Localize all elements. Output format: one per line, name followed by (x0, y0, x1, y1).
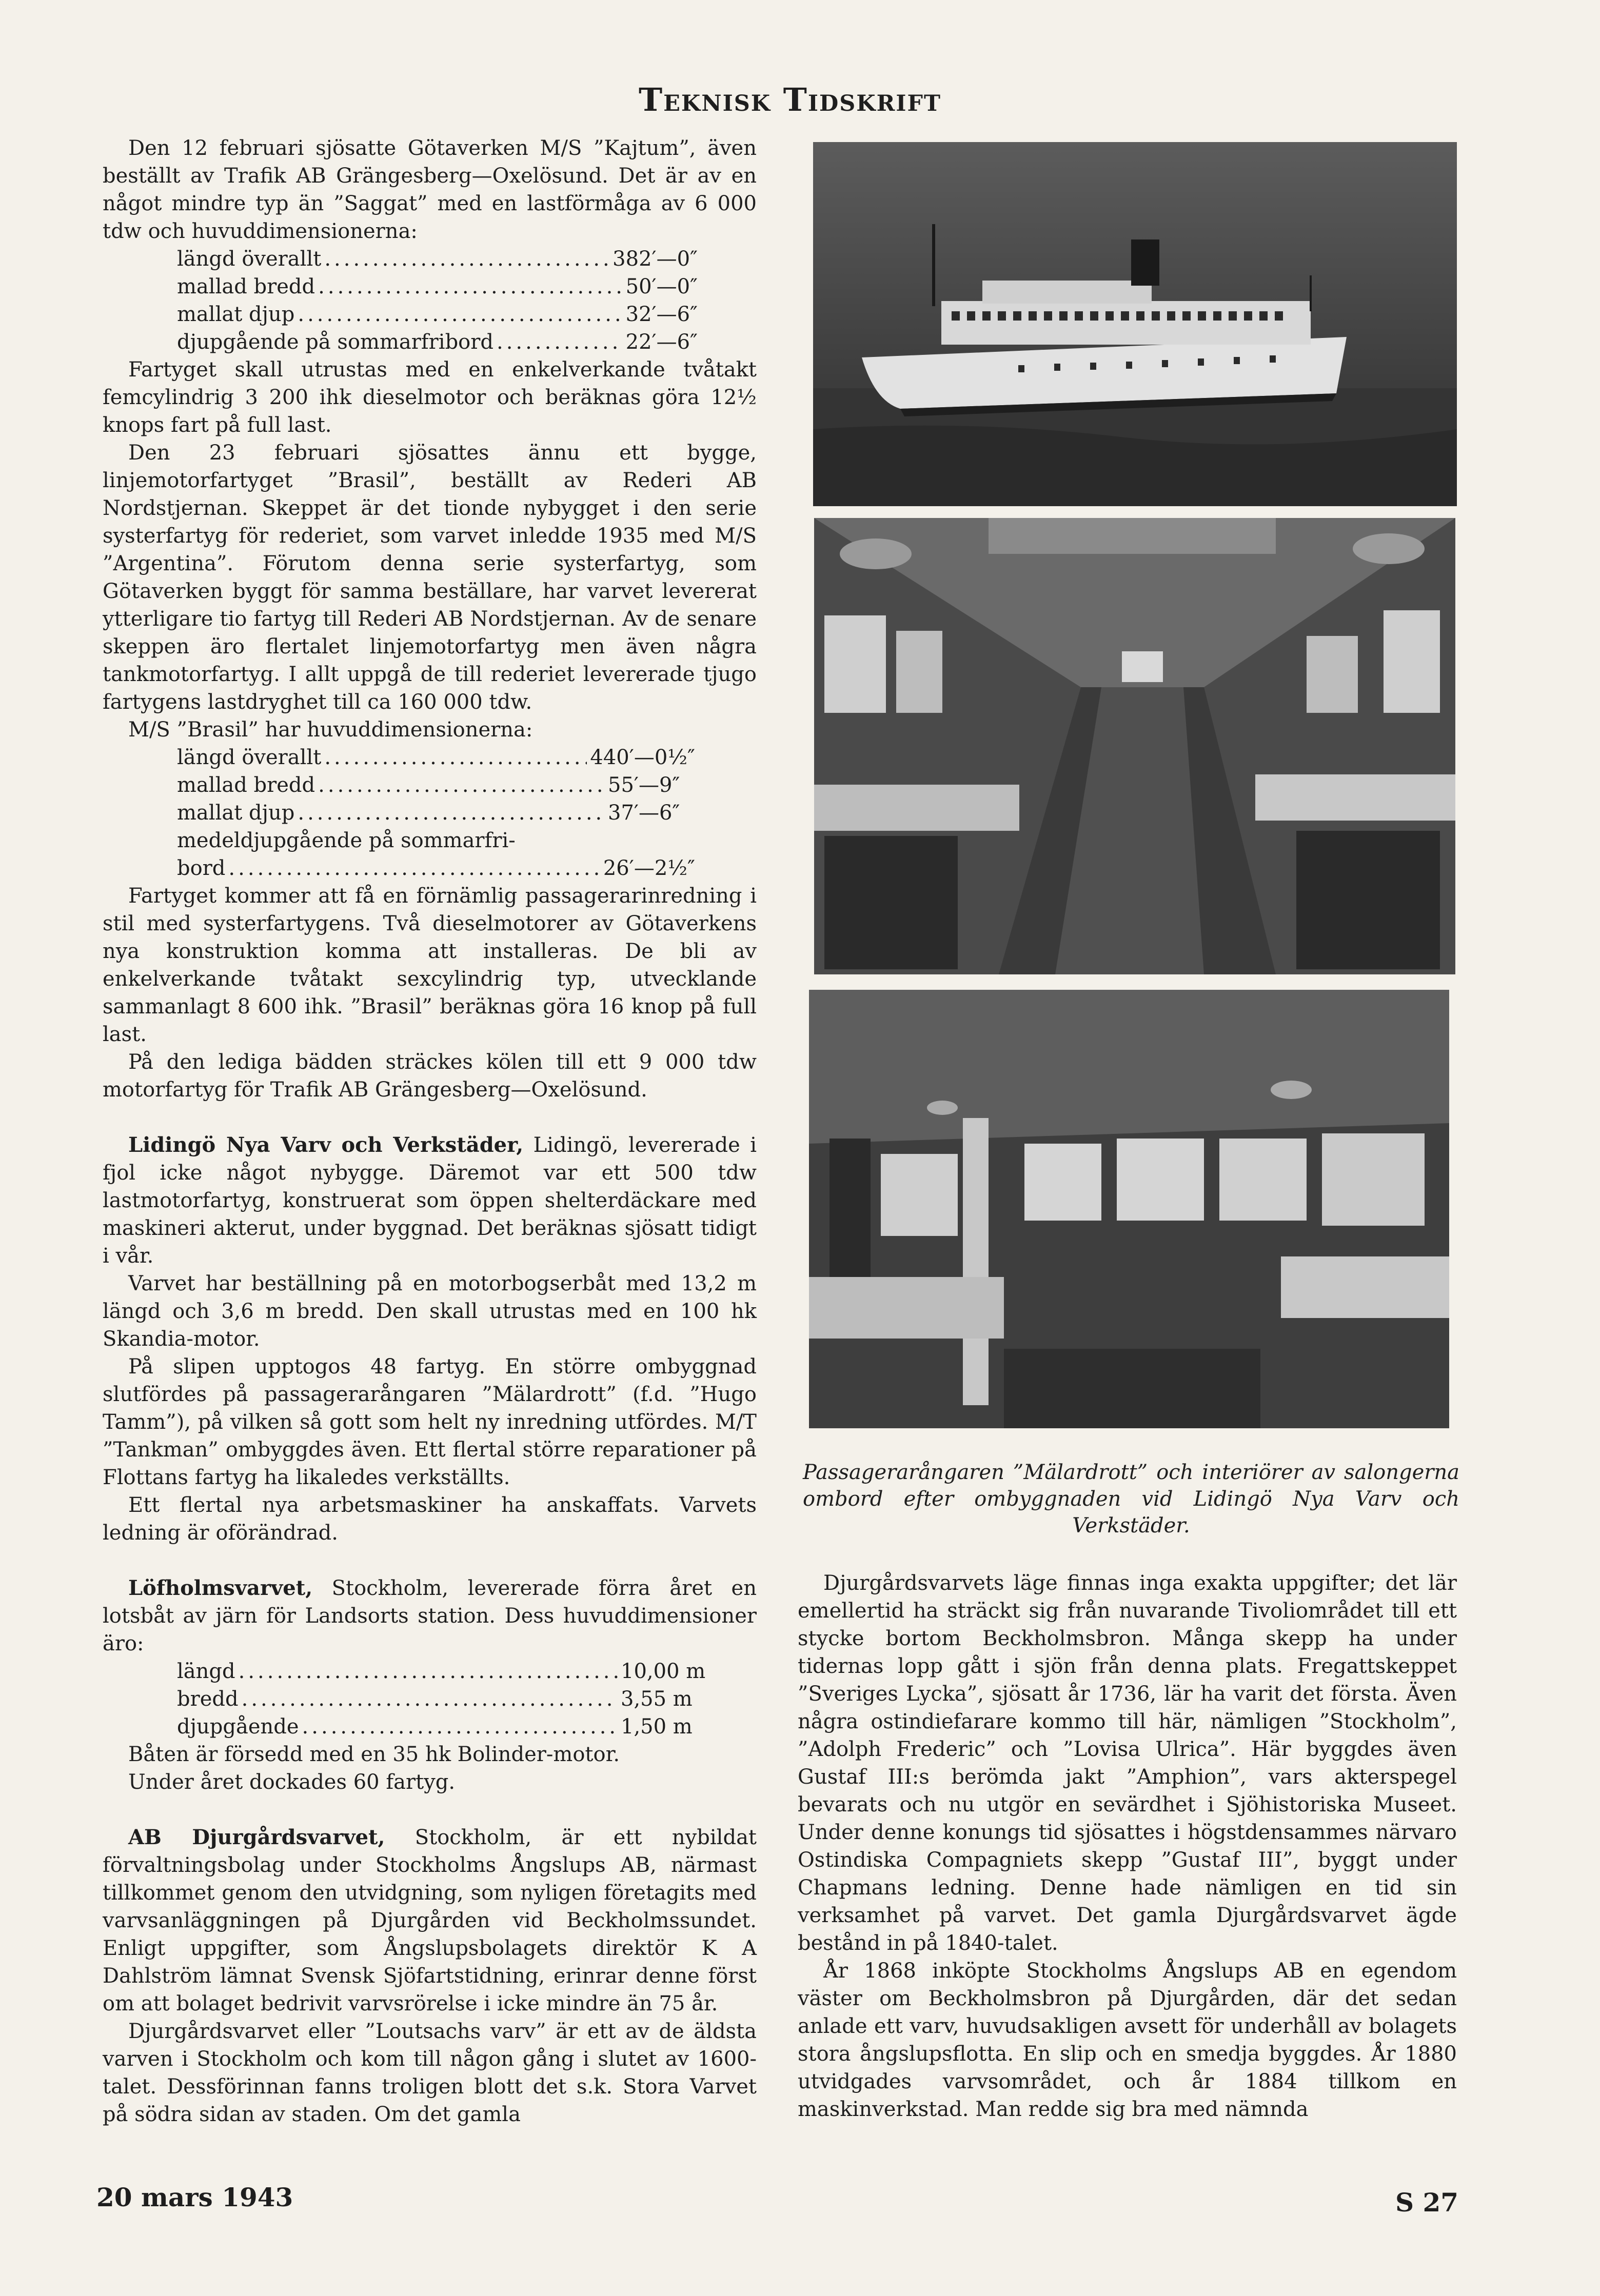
dimension-value: 3,55 m (621, 1687, 693, 1711)
dimension-row (177, 245, 698, 273)
paragraph-djurgards (103, 1824, 757, 2018)
paragraph: På den lediga bädden sträckes kölen till ett 9 000 tdw motorfartyg för Trafik AB Grängesberg—Oxelösund. (103, 1050, 757, 1102)
shipyard-name: AB Djurgårdsvarvet, (128, 1825, 385, 1849)
paragraph: Djurgårdsvarvet eller ”Loutsachs varv” är ett av de äldsta varven i Stockholm och kom till någon gång i slutet av 1600-talet. Dessförinnan fanns troligen blott det s.k. Stora Varvet på södra sidan av staden. Om det gamla (103, 2020, 757, 2126)
photo-saloon-interior (814, 518, 1455, 974)
dimension-value: 10,00 m (621, 1660, 706, 1683)
dimension-row (177, 771, 695, 799)
dimension-row (177, 744, 695, 771)
shipyard-name: Löfholmsvarvet, (128, 1576, 313, 1600)
paragraph: Ett flertal nya arbetsmaskiner ha anskaffats. Varvets ledning är oförändrad. (103, 1493, 757, 1545)
dimension-label: mallat djup (177, 801, 295, 825)
dimension-value: 26′—2½″ (603, 856, 695, 880)
dimension-label: längd överallt (177, 247, 322, 271)
dimension-label: mallad bredd (177, 275, 315, 298)
dimensions-lotsbat (177, 1658, 757, 1741)
paragraph: Varvet har beställning på en motorbogserbåt med 13,2 m längd och 3,6 m bredd. Den skall utrustas med en 100 hk Skandia-motor. (103, 1272, 757, 1351)
paragraph-text: Stockholm, är ett nybildat förvaltningsbolag under Stockholms Ångslups AB, närmast tillkommet genom den utvidgning, som nyligen företagits med varvsanläggningen på Djurgården vid Beckholmssundet. Enligt uppgifter, som Ångslupsbolagets direktör K A Dahlström lämnat Svensk Sjöfartstidning, erinrar denne först om att bolaget bedrivit varvsrörelse i icke mindre än 75 år. (103, 1826, 757, 2015)
dimension-row (177, 301, 698, 328)
dimension-value: 22′—6″ (625, 330, 698, 354)
dimension-value: 37′—6″ (608, 801, 680, 825)
dimension-row (177, 1658, 708, 1685)
dimension-row (177, 273, 698, 301)
dimension-value: 55′—9″ (608, 773, 680, 797)
dimension-row (177, 854, 695, 882)
paragraph: Den 23 februari sjösattes ännu ett bygge, linjemotorfartyget ”Brasil”, beställt av Rederi AB Nordstjernan. Skeppet är det tionde nybygget i den serie systerfartyg för rederiet, som varvet inledde 1935 med M/S ”Argentina”. Förutom denna serie systerfartyg, som Götaverken byggt för samma beställare, har varvet levererat ytterligare tio fartyg till Rederi AB Nordstjernan. Av de senare skeppen äro flertalet linjemotorfartyg men även några tankmotorfartyg. I allt uppgå de till rederiet levererade tjugo fartygens lastdryghet till ca 160 000 tdw. (103, 441, 757, 714)
paragraph-text: Lidingö, levererade i fjol icke något nybygge. Däremot var ett 500 tdw lastmotorfartyg, konstruerat som öppen shelterdäckare med maskineri akterut, under byggnad. Det beräknas sjösatt tidigt i vår. (103, 1133, 757, 1268)
dimension-row (177, 1685, 708, 1713)
running-header: Teknisk Tidskrift (639, 81, 942, 118)
dimensions-kajtum (177, 245, 757, 356)
dimension-label: djupgående (177, 1715, 299, 1739)
dimensions-brasil (177, 744, 757, 882)
paragraph: År 1868 inköpte Stockholms Ångslups AB en egendom väster om Beckholmsbron på Djurgården, där det sedan anlade ett varv, huvudsakligen avsett för underhåll av bolagets stora ångslupsflotta. En slip och en smedja byggdes. År 1880 utvidgades varvsområdet, och år 1884 tillkom en maskinverkstad. Man redde sig bra med nämnda (798, 1959, 1457, 2121)
shipyard-name: Lidingö Nya Varv och Verkstäder, (128, 1133, 524, 1157)
dimension-label: bord (177, 856, 226, 880)
photo-ship-exterior (813, 142, 1457, 506)
paragraph: På slipen upptogos 48 fartyg. En större ombyggnad slutfördes på passagerarångaren ”Mälardrott” (f.d. ”Hugo Tamm”), på vilken så gott som helt ny inredning utfördes. M/T ”Tankman” ombyggdes även. Ett flertal större reparationer på Flottans fartyg ha likaledes verkställts. (103, 1355, 757, 1489)
dimension-value: 32′—6″ (625, 303, 698, 326)
paragraph-text: Stockholm, levererade förra året en lotsbåt av järn för Landsorts station. Dess huvuddimensioner äro: (103, 1576, 757, 1655)
paragraph: Båten är försedd med en 35 hk Bolinder-motor. (128, 1743, 620, 1766)
paragraph: Djurgårdsvarvets läge finnas inga exakta uppgifter; det lär emellertid ha sträckt sig från nuvarande Tivoliområdet till ett stycke bortom Beckholmsbron. Många skepp ha under tidernas lopp gått i sjön från denna plats. Fregattskeppet ”Sveriges Lycka”, sjösatt år 1736, lär ha varit det första. Även några ostindiefarare kommo till här, nämligen ”Stockholm”, ”Adolph Frederic” och ”Lovisa Ulrica”. Här byggdes även Gustaf III:s berömda jakt ”Amphion”, vars akterspegel bevarats och nu utgör en sevärdhet i Sjöhistoriska Museet. Under denne konungs tid sjösattes i högstdensammes närvaro Ostindiska Compagniets skepp ”Gustaf III”, byggt under Chapmans ledning. Denne hade nämligen en tid sin verksamhet på varvet. Det gamla Djurgårdsvarvet ägde bestånd in på 1840-talet. (798, 1571, 1457, 1955)
paragraph-lidingo (103, 1131, 757, 1270)
dimension-row (177, 1713, 708, 1741)
paragraph: Fartyget kommer att få en förnämlig passagerarinredning i stil med systerfartygens. Två dieselmotorer av Götaverkens nya konstruktion komma att installeras. De bli av enkelverkande tvåtakt sexcylindrig typ, utvecklande sammanlagt 8 600 ihk. ”Brasil” beräknas göra 16 knop på full last. (103, 884, 757, 1046)
photo-caption: Passagerarångaren ”Mälardrott” och interiörer av salongerna ombord efter ombyggnaden vid Lidingö Nya Varv och Verkstäder. (803, 1461, 1459, 1538)
dimension-row (177, 328, 698, 356)
left-column (103, 134, 757, 2128)
dimension-label: mallad bredd (177, 773, 315, 797)
paragraph: M/S ”Brasil” har huvuddimensionerna: (128, 718, 533, 742)
dimension-row (177, 799, 695, 827)
dimension-value: 440′—0½″ (590, 746, 695, 769)
page-number: S 27 (1395, 2187, 1459, 2218)
dimension-row (177, 827, 695, 854)
dimension-label: mallat djup (177, 303, 295, 326)
dimension-label: djupgående på sommarfribord (177, 330, 493, 354)
paragraph-lofholms (103, 1574, 757, 1658)
paragraph: Under året dockades 60 fartyg. (128, 1770, 456, 1794)
dimension-value: 382′—0″ (613, 247, 698, 271)
dimension-label: bredd (177, 1687, 239, 1711)
paragraph: Fartyget skall utrustas med en enkelverkande tvåtakt femcylindrig 3 200 ihk dieselmotor och beräknas göra 12½ knops fart på full last. (103, 358, 757, 437)
dimension-label: medeldjupgående på sommarfri- (177, 829, 516, 852)
dimension-label: längd överallt (177, 746, 322, 769)
right-column (798, 1569, 1457, 2123)
dimension-label: längd (177, 1660, 235, 1683)
dimension-value: 50′—0″ (625, 275, 698, 298)
footer-date: 20 mars 1943 (96, 2182, 293, 2212)
paragraph: Den 12 februari sjösatte Götaverken M/S ”Kajtum”, även beställt av Trafik AB Grängesberg—Oxelösund. Det är av en något mindre typ än ”Saggat” med en lastförmåga av 6 000 tdw och huvuddimensionerna: (103, 136, 757, 243)
photo-lounge-interior (809, 990, 1449, 1428)
dimension-value: 1,50 m (621, 1715, 693, 1739)
